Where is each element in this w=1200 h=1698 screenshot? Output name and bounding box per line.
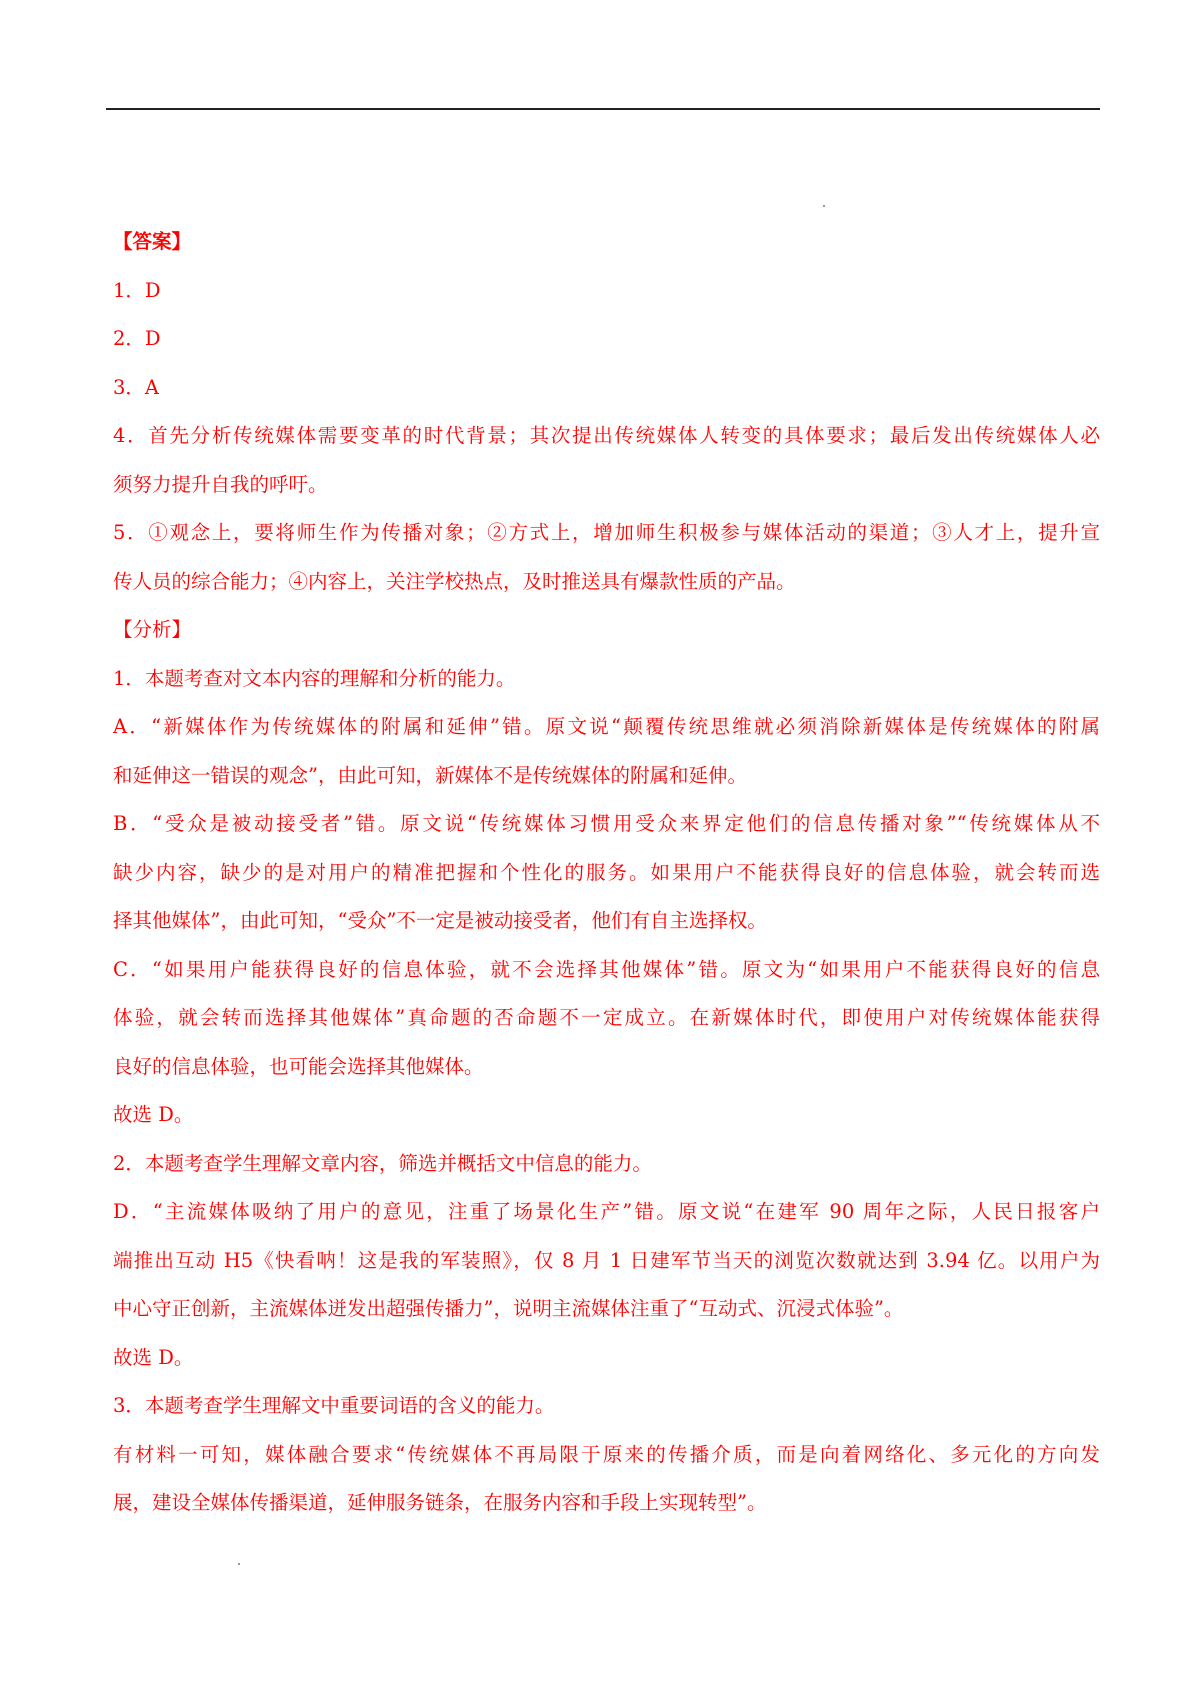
analysis-heading: 【分析】	[113, 618, 192, 641]
scan-dot	[823, 205, 825, 207]
answer-line: 2．D	[113, 327, 161, 350]
header-rule	[106, 108, 1100, 110]
analysis-line: 端推出互动 H5《快看呐！这是我的军装照》，仅 8 月 1 日建军节当天的浏览次数就达到 3.94 亿。以用户为	[113, 1248, 1100, 1272]
analysis-line: C．“如果用户能获得良好的信息体验，就不会选择其他媒体”错。原文为“如果用户不能获得良好的信息	[113, 957, 1100, 981]
analysis-line: 择其他媒体”，由此可知，“受众”不一定是被动接受者，他们有自主选择权。	[113, 909, 767, 932]
analysis-line: 有材料一可知，媒体融合要求“传统媒体不再局限于原来的传播介质，而是向着网络化、多元化的方向发	[113, 1442, 1100, 1466]
answer-line: 1．D	[113, 278, 161, 302]
scan-dot	[238, 1563, 240, 1565]
analysis-line: 和延伸这一错误的观念”，由此可知，新媒体不是传统媒体的附属和延伸。	[113, 763, 747, 787]
analysis-line: 2．本题考查学生理解文章内容，筛选并概括文中信息的能力。	[113, 1151, 652, 1175]
analysis-line: 良好的信息体验，也可能会选择其他媒体。	[113, 1054, 484, 1078]
answer-heading: 【答案】	[113, 230, 192, 253]
answer-line: 传人员的综合能力；④内容上，关注学校热点，及时推送具有爆款性质的产品。	[113, 569, 796, 593]
answer-line: 须努力提升自我的呼吁。	[113, 472, 328, 496]
analysis-line: A．“新媒体作为传统媒体的附属和延伸”错。原文说“颠覆传统思维就必须消除新媒体是传统媒体的附属	[113, 715, 1100, 738]
analysis-line: B．“受众是被动接受者”错。原文说“传统媒体习惯用受众来界定他们的信息传播对象”“传统媒体从不	[113, 812, 1100, 835]
answer-line: 5．①观念上，要将师生作为传播对象；②方式上，增加师生积极参与媒体活动的渠道；③人才上，提升宣	[113, 521, 1100, 544]
analysis-line: 缺少内容，缺少的是对用户的精准把握和个性化的服务。如果用户不能获得良好的信息体验，就会转而选	[113, 860, 1100, 884]
answer-line: 4．首先分析传统媒体需要变革的时代背景；其次提出传统媒体人转变的具体要求；最后发出传统媒体人必	[113, 424, 1100, 447]
answer-line: 3．A	[113, 375, 159, 399]
analysis-line: 中心守正创新，主流媒体迸发出超强传播力”，说明主流媒体注重了“互动式、沉浸式体验”。	[113, 1297, 904, 1320]
analysis-line: 3．本题考查学生理解文中重要词语的含义的能力。	[113, 1394, 555, 1417]
analysis-line: 体验，就会转而选择其他媒体”真命题的否命题不一定成立。在新媒体时代，即使用户对传统媒体能获得	[113, 1006, 1100, 1029]
analysis-line: 展，建设全媒体传播渠道，延伸服务链条，在服务内容和手段上实现转型”。	[113, 1491, 767, 1514]
analysis-line: 故选 D。	[113, 1103, 194, 1126]
analysis-line: 1．本题考查对文本内容的理解和分析的能力。	[113, 666, 516, 690]
analysis-line: D．“主流媒体吸纳了用户的意见，注重了场景化生产”错。原文说“在建军 90 周年之际，人民日报客户	[113, 1200, 1100, 1223]
document-body	[113, 230, 1100, 1540]
analysis-line: 故选 D。	[113, 1345, 194, 1369]
